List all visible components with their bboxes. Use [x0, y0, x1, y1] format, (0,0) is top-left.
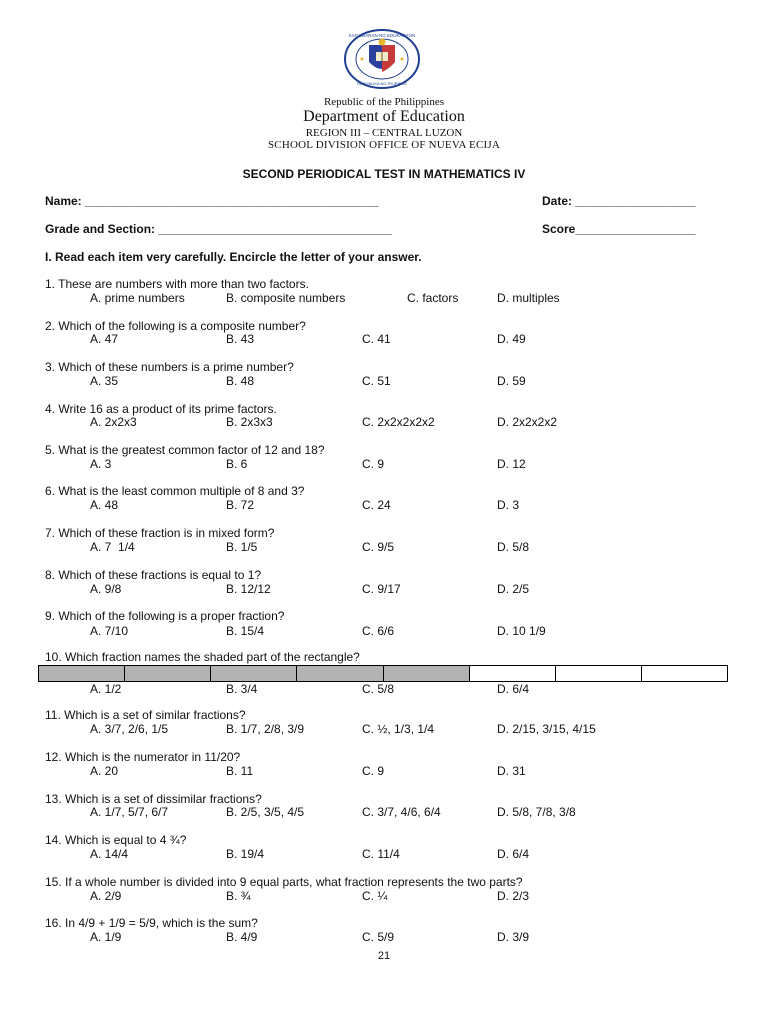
question-5: 5. What is the greatest common factor of 12 and 18? — [45, 443, 325, 457]
page-number: 21 — [377, 950, 391, 962]
republic-line: Republic of the Philippines — [323, 96, 445, 108]
choice-2b[interactable]: B. 43 — [226, 332, 255, 346]
choice-11a[interactable]: A. 3/7, 2/6, 1/5 — [90, 722, 169, 736]
choice-14c[interactable]: C. 11/4 — [362, 847, 400, 861]
choice-2d[interactable]: D. 49 — [497, 332, 526, 346]
choice-4b[interactable]: B. 2x3x3 — [226, 415, 273, 429]
choice-7c[interactable]: C. 9/5 — [362, 540, 395, 554]
choice-1a[interactable]: A. prime numbers — [90, 291, 185, 305]
choice-3d[interactable]: D. 59 — [497, 374, 526, 388]
choice-15a[interactable]: A. 2/9 — [90, 889, 122, 903]
choice-7b[interactable]: B. 1/5 — [226, 540, 258, 554]
choice-2a[interactable]: A. 47 — [90, 332, 119, 346]
choice-13b[interactable]: B. 2/5, 3/5, 4/5 — [226, 805, 305, 819]
deped-seal — [343, 28, 421, 90]
question-15: 15. If a whole number is divided into 9 equal parts, what fraction represents the two parts? — [45, 875, 523, 889]
grade-section-field[interactable]: Grade and Section: ___________________________________ — [45, 222, 392, 236]
choice-9b[interactable]: B. 15/4 — [226, 624, 265, 638]
shaded-part — [39, 666, 125, 681]
choice-7d[interactable]: D. 5/8 — [497, 540, 530, 554]
unshaded-part — [556, 666, 642, 681]
choice-8c[interactable]: C. 9/17 — [362, 582, 401, 596]
division-line: SCHOOL DIVISION OFFICE OF NUEVA ECIJA — [267, 139, 500, 151]
choice-1c[interactable]: C. factors — [407, 291, 459, 305]
choice-6a[interactable]: A. 48 — [90, 498, 119, 512]
fraction-rectangle — [38, 665, 728, 682]
choice-10a[interactable]: A. 1/2 — [90, 682, 122, 696]
question-2: 2. Which of the following is a composite number? — [45, 319, 306, 333]
score-field[interactable]: Score__________________ — [542, 222, 696, 236]
choice-12c[interactable]: C. 9 — [362, 764, 385, 778]
shaded-part — [125, 666, 211, 681]
choice-8d[interactable]: D. 2/5 — [497, 582, 530, 596]
choice-12b[interactable]: B. 11 — [226, 764, 254, 778]
unshaded-part — [470, 666, 556, 681]
choice-14b[interactable]: B. 19/4 — [226, 847, 265, 861]
name-field[interactable]: Name: ____________________________________________ — [45, 194, 379, 208]
choice-1d[interactable]: D. multiples — [497, 291, 560, 305]
test-title: SECOND PERIODICAL TEST IN MATHEMATICS IV — [242, 167, 526, 181]
department-name: Department of Education — [303, 108, 465, 125]
question-14: 14. Which is equal to 4 ¾? — [45, 833, 187, 847]
question-16: 16. In 4/9 + 1/9 = 5/9, which is the sum? — [45, 916, 258, 930]
choice-5d[interactable]: D. 12 — [497, 457, 526, 471]
choice-13c[interactable]: C. 3/7, 4/6, 6/4 — [362, 805, 441, 819]
choice-15b[interactable]: B. ¾ — [226, 889, 251, 903]
question-8: 8. Which of these fractions is equal to 1? — [45, 568, 262, 582]
choice-9d[interactable]: D. 10 1/9 — [497, 624, 546, 638]
choice-9c[interactable]: C. 6/6 — [362, 624, 395, 638]
choice-10d[interactable]: D. 6/4 — [497, 682, 530, 696]
choice-12d[interactable]: D. 31 — [497, 764, 526, 778]
choice-9a[interactable]: A. 7/10 — [90, 624, 129, 638]
choice-16c[interactable]: C. 5/9 — [362, 930, 395, 944]
unshaded-part — [642, 666, 727, 681]
shaded-part — [211, 666, 297, 681]
choice-13a[interactable]: A. 1/7, 5/7, 6/7 — [90, 805, 169, 819]
choice-12a[interactable]: A. 20 — [90, 764, 119, 778]
question-4: 4. Write 16 as a product of its prime factors. — [45, 402, 277, 416]
choice-4c[interactable]: C. 2x2x2x2x2 — [362, 415, 435, 429]
date-field[interactable]: Date: __________________ — [542, 194, 696, 208]
question-13: 13. Which is a set of dissimilar fractions? — [45, 792, 262, 806]
choice-16d[interactable]: D. 3/9 — [497, 930, 530, 944]
choice-15c[interactable]: C. ¼ — [362, 889, 388, 903]
choice-6b[interactable]: B. 72 — [226, 498, 255, 512]
choice-4a[interactable]: A. 2x2x3 — [90, 415, 137, 429]
choice-11d[interactable]: D. 2/15, 3/15, 4/15 — [497, 722, 596, 736]
question-10: 10. Which fraction names the shaded part of the rectangle? — [45, 650, 360, 664]
choice-3a[interactable]: A. 35 — [90, 374, 119, 388]
choice-10b[interactable]: B. 3/4 — [226, 682, 258, 696]
choice-6d[interactable]: D. 3 — [497, 498, 520, 512]
choice-3c[interactable]: C. 51 — [362, 374, 391, 388]
question-7: 7. Which of these fraction is in mixed form? — [45, 526, 275, 540]
instruction: I. Read each item very carefully. Encircle the letter of your answer. — [45, 250, 422, 264]
choice-15d[interactable]: D. 2/3 — [497, 889, 530, 903]
question-3: 3. Which of these numbers is a prime number? — [45, 360, 294, 374]
choice-7a[interactable]: A. 7 1/4 — [90, 540, 135, 554]
shaded-part — [297, 666, 383, 681]
choice-5a[interactable]: A. 3 — [90, 457, 112, 471]
question-6: 6. What is the least common multiple of 8 and 3? — [45, 484, 305, 498]
choice-5c[interactable]: C. 9 — [362, 457, 385, 471]
choice-2c[interactable]: C. 41 — [362, 332, 391, 346]
choice-10c[interactable]: C. 5/8 — [362, 682, 395, 696]
choice-1b[interactable]: B. composite numbers — [226, 291, 346, 305]
choice-13d[interactable]: D. 5/8, 7/8, 3/8 — [497, 805, 576, 819]
question-12: 12. Which is the numerator in 11/20? — [45, 750, 241, 764]
choice-5b[interactable]: B. 6 — [226, 457, 248, 471]
question-9: 9. Which of the following is a proper fraction? — [45, 609, 285, 623]
choice-11c[interactable]: C. ½, 1/3, 1/4 — [362, 722, 435, 736]
seal-text-top: KAGAWARAN NG EDUKASYON — [348, 33, 416, 38]
choice-6c[interactable]: C. 24 — [362, 498, 391, 512]
choice-4d[interactable]: D. 2x2x2x2 — [497, 415, 558, 429]
choice-14a[interactable]: A. 14/4 — [90, 847, 129, 861]
choice-16b[interactable]: B. 4/9 — [226, 930, 258, 944]
choice-14d[interactable]: D. 6/4 — [497, 847, 530, 861]
seal-text-bottom: REPUBLIKA NG PILIPINAS — [357, 81, 407, 86]
question-1: 1. These are numbers with more than two factors. — [45, 277, 309, 291]
region-line: REGION III – CENTRAL LUZON — [305, 127, 463, 139]
question-11: 11. Which is a set of similar fractions? — [45, 708, 246, 722]
choice-11b[interactable]: B. 1/7, 2/8, 3/9 — [226, 722, 305, 736]
choice-8b[interactable]: B. 12/12 — [226, 582, 271, 596]
shaded-part — [384, 666, 470, 681]
choice-8a[interactable]: A. 9/8 — [90, 582, 122, 596]
choice-16a[interactable]: A. 1/9 — [90, 930, 122, 944]
choice-3b[interactable]: B. 48 — [226, 374, 255, 388]
